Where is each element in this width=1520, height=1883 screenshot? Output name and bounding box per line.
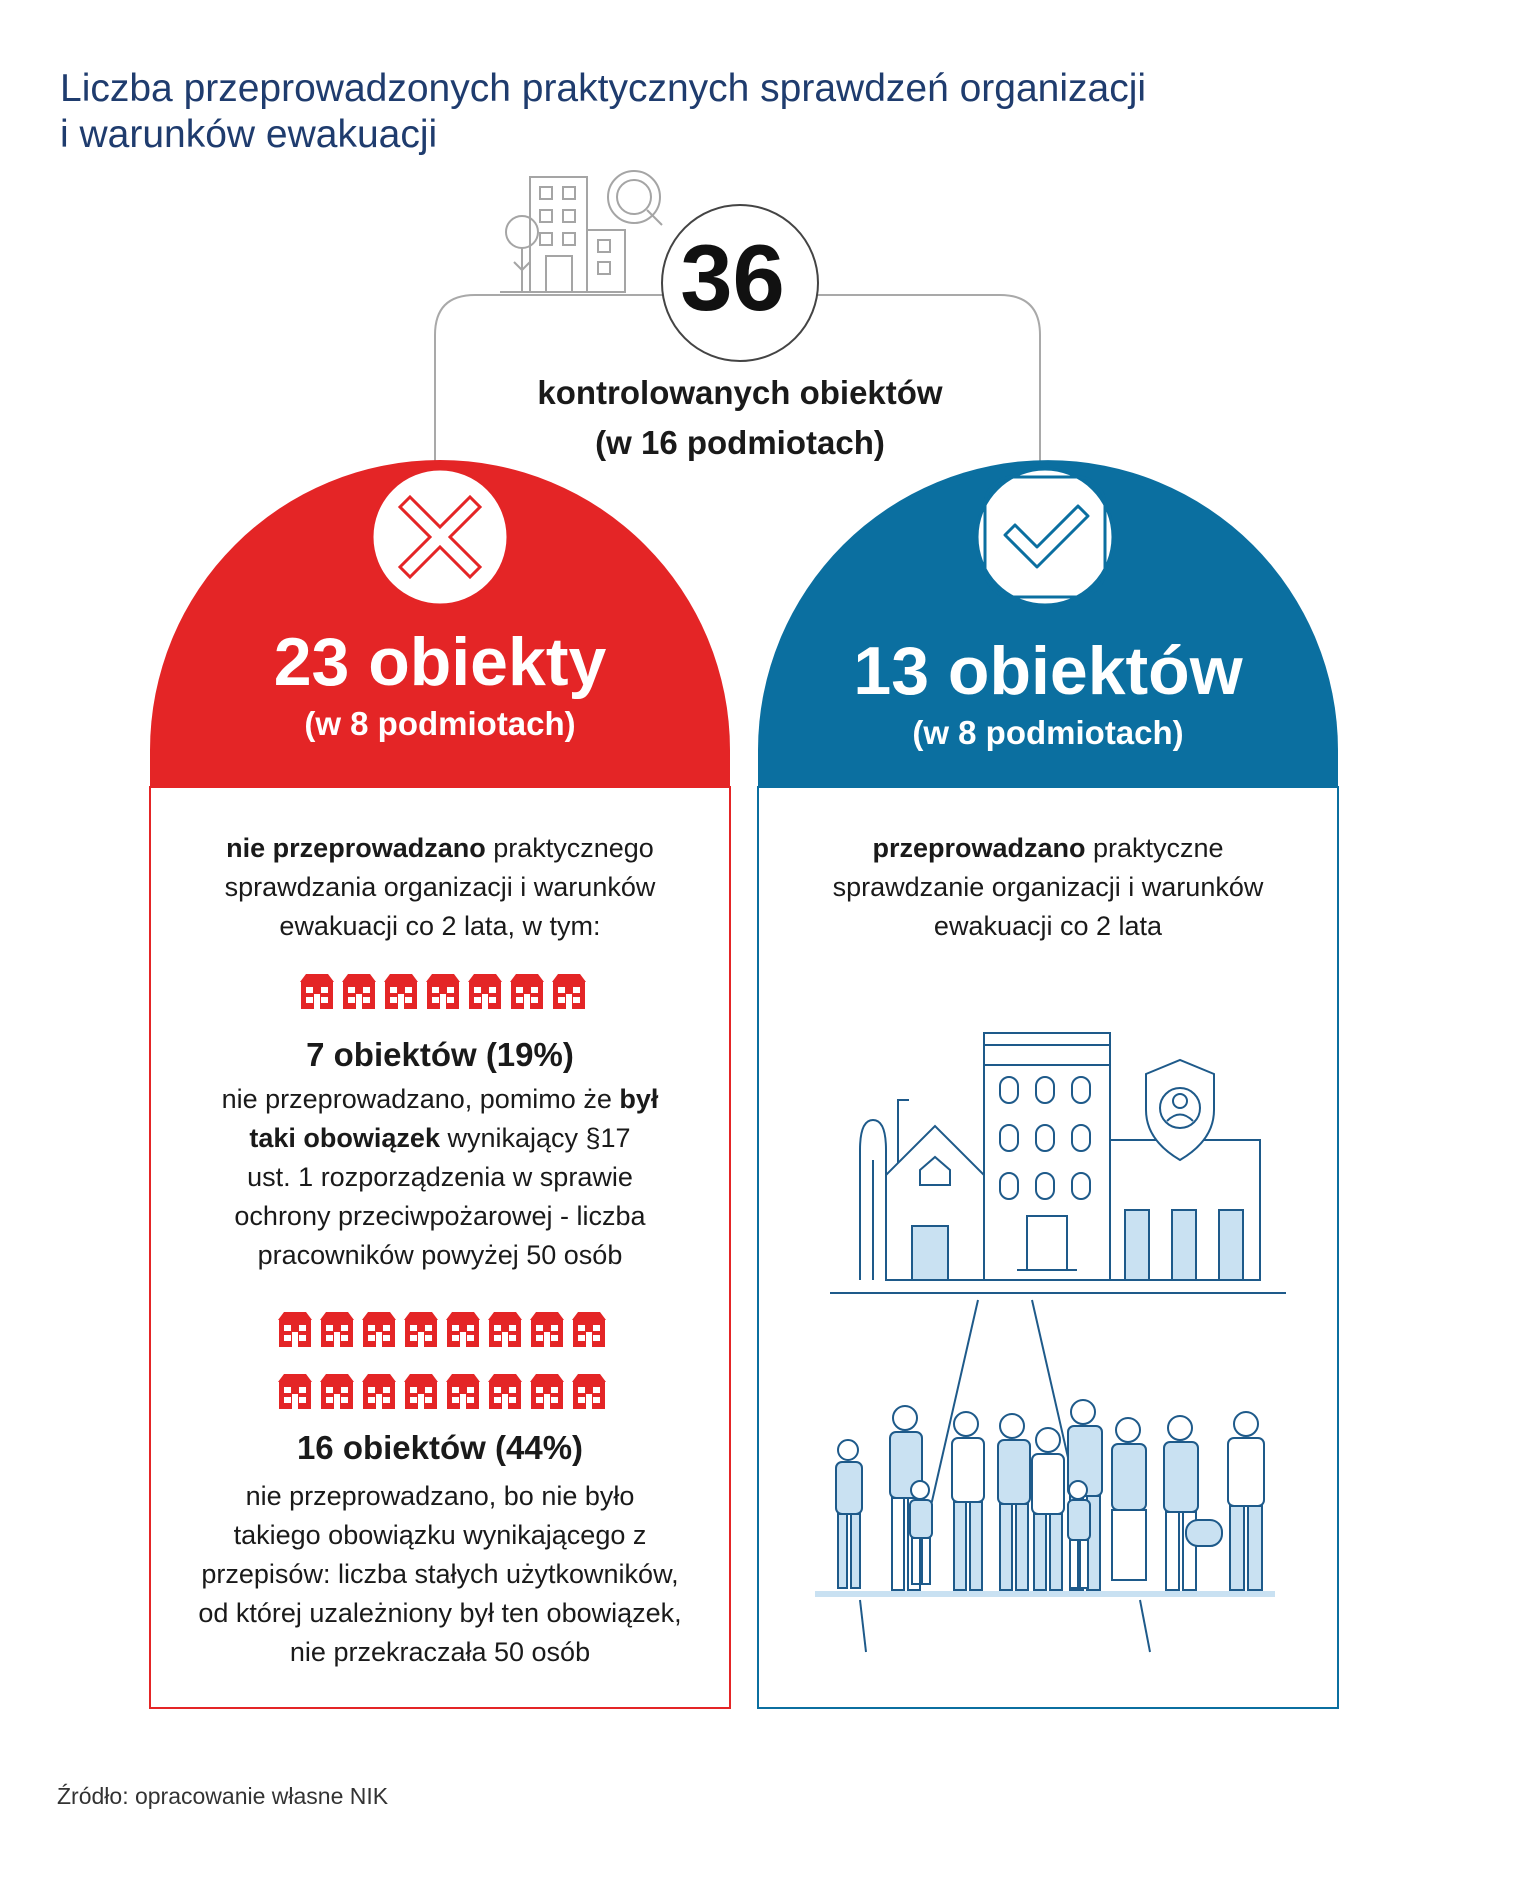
building-icon <box>276 1308 314 1348</box>
left-intro-line-2: sprawdzania organizacji i warunków <box>224 872 656 902</box>
g1-line-1-bold: był <box>619 1084 659 1114</box>
left-group-2-stat: 16 obiektów (44%) <box>296 1429 584 1466</box>
title-line-2: i warunków ewakuacji <box>60 113 438 156</box>
right-panel-header <box>758 631 1338 755</box>
total-label <box>440 368 1040 468</box>
building-icon <box>528 1308 566 1348</box>
building-icon <box>318 1308 356 1348</box>
right-intro-bold: przeprowadzano <box>872 833 1086 863</box>
building-icon <box>360 1308 398 1348</box>
building-icons-group-2 <box>276 1308 612 1418</box>
building-icon <box>402 1308 440 1348</box>
left-intro <box>150 829 730 946</box>
g2-line-2-plain: wynikającego z <box>455 1520 647 1550</box>
g1-line-5: pracowników powyżej 50 osób <box>257 1240 623 1270</box>
left-intro-line-3: ewakuacji co 2 lata, w tym: <box>279 911 601 941</box>
building-icon <box>508 970 546 1010</box>
building-icon <box>298 970 336 1010</box>
building-icon <box>528 1370 566 1410</box>
building-icons-group-1 <box>298 970 588 1010</box>
right-intro-rest: praktyczne <box>1085 833 1224 863</box>
building-icon <box>570 1308 608 1348</box>
title-line-1: Liczba przeprowadzonych praktycznych sprawdzeń organizacji <box>60 67 1147 110</box>
left-intro-rest: praktycznego <box>485 833 654 863</box>
left-panel-header <box>150 622 730 746</box>
g2-line-1-bold: nie było <box>541 1481 635 1511</box>
building-icon <box>276 1370 314 1410</box>
g1-line-3: ust. 1 rozporządzenia w sprawie <box>247 1162 633 1192</box>
right-count-label: 13 obiektów <box>853 633 1243 709</box>
total-label-line-2: (w 16 podmiotach) <box>595 424 885 461</box>
right-intro-line-3: ewakuacji co 2 lata <box>933 911 1163 941</box>
g2-line-5: nie przekraczała 50 osób <box>289 1637 591 1667</box>
building-icon <box>382 970 420 1010</box>
building-icon <box>466 970 504 1010</box>
g2-line-3: przepisów: liczba stałych użytkowników, <box>201 1559 679 1589</box>
g1-line-4: ochrony przeciwpożarowej - liczba <box>234 1201 646 1231</box>
g2-line-2-emph: takiego obowiązku <box>233 1520 456 1550</box>
left-sub-label: (w 8 podmiotach) <box>304 705 576 742</box>
left-icon-circle <box>372 469 508 605</box>
left-intro-bold: nie przeprowadzano <box>226 833 486 863</box>
total-label-line-1: kontrolowanych obiektów <box>537 374 943 411</box>
total-count: 36 <box>680 225 785 330</box>
g1-line-2-plain: wynikający §17 <box>439 1123 631 1153</box>
building-icon <box>486 1308 524 1348</box>
right-intro-line-2: sprawdzanie organizacji i warunków <box>832 872 1264 902</box>
g2-line-1-plain: nie przeprowadzano, bo <box>245 1481 542 1511</box>
building-icon <box>486 1370 524 1410</box>
building-icon <box>444 1308 482 1348</box>
right-sub-label: (w 8 podmiotach) <box>912 714 1184 751</box>
g2-line-4: od której uzależniony był ten obowiązek, <box>198 1598 682 1628</box>
building-icon <box>550 970 588 1010</box>
building-icon <box>360 1370 398 1410</box>
buildings-search-icon <box>500 171 662 292</box>
left-group-2-text <box>150 1477 730 1672</box>
building-icon <box>402 1370 440 1410</box>
left-count-label: 23 obiekty <box>273 624 607 700</box>
left-group-1-stat: 7 obiektów (19%) <box>306 1036 574 1073</box>
source-note: Źródło: opracowanie własne NIK <box>57 1783 389 1809</box>
right-intro <box>758 829 1338 946</box>
building-icon <box>444 1370 482 1410</box>
building-icon <box>424 970 462 1010</box>
building-icon <box>318 1370 356 1410</box>
building-icon <box>340 970 378 1010</box>
building-icon <box>570 1370 608 1410</box>
g1-line-1-plain: nie przeprowadzano, pomimo że <box>221 1084 620 1114</box>
left-group-1-text <box>150 1080 730 1275</box>
g1-line-2-bold: taki obowiązek <box>249 1123 440 1153</box>
